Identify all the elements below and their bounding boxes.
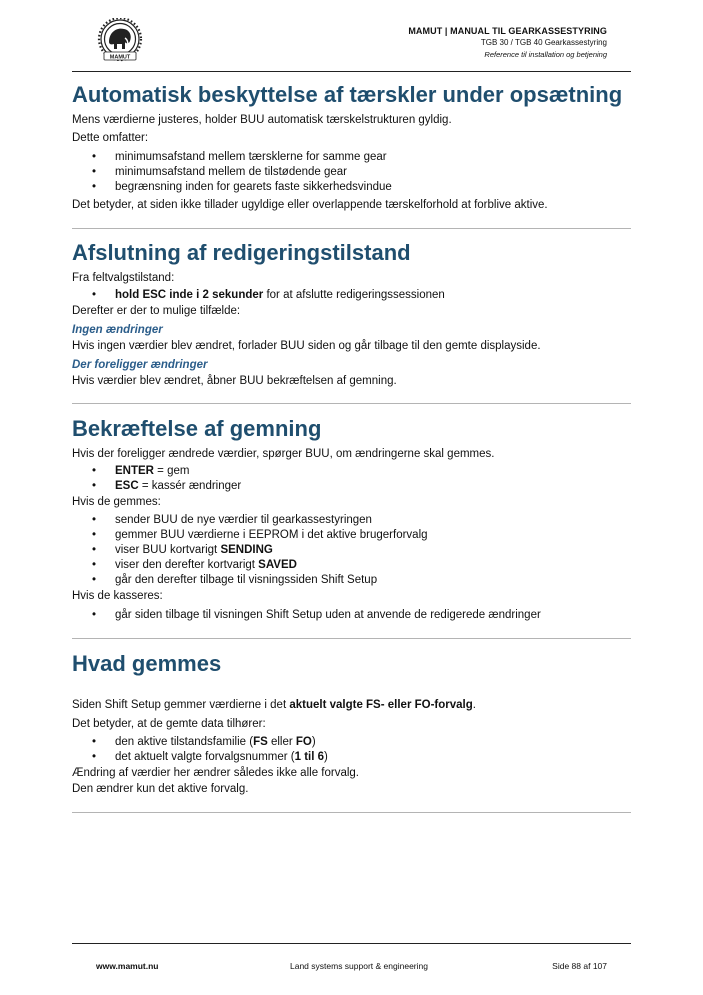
footer-tagline: Land systems support & engineering xyxy=(290,961,428,971)
document-header xyxy=(408,25,607,61)
bold-text: aktuelt valgte FS- eller FO-forvalg xyxy=(289,699,473,711)
list-item xyxy=(72,479,631,494)
list-item xyxy=(72,464,631,479)
text: for at afslutte redigeringssessionen xyxy=(263,289,445,301)
paragraph: Hvis værdier blev ændret, åbner BUU bekræftelsen af gemning. xyxy=(72,375,397,387)
list-item: • gemmer BUU værdierne i EEPROM i det aktive brugerforvalg xyxy=(72,528,631,543)
list-item: • begrænsning inden for gearets faste sikkerhedsvindue xyxy=(72,180,631,195)
list-item: • minimumsafstand mellem tærsklerne for samme gear xyxy=(72,150,631,165)
text: . xyxy=(472,699,476,711)
paragraph: Hvis de gemmes: xyxy=(72,496,161,508)
mamut-logo-icon xyxy=(95,18,145,62)
section-title-what-is-saved: Hvad gemmes xyxy=(72,651,222,676)
text: den aktive tilstandsfamilie ( xyxy=(115,736,254,748)
bold-text: ENTER xyxy=(115,465,154,477)
paragraph: Den ændrer kun det aktive forvalg. xyxy=(72,783,249,795)
list-item: • går den derefter tilbage til visningssiden Shift Setup xyxy=(72,573,631,588)
header-title: MAMUT | MANUAL TIL GEARKASSESTYRING xyxy=(408,26,607,36)
header-reference: Reference til installation og betjening xyxy=(484,50,607,59)
paragraph: Hvis de kasseres: xyxy=(72,590,163,602)
paragraph: Fra feltvalgstilstand: xyxy=(72,272,175,284)
list-item xyxy=(72,750,631,765)
text: ) xyxy=(324,751,328,763)
bold-text: SAVED xyxy=(258,559,297,571)
header-divider xyxy=(72,71,631,72)
list-item xyxy=(72,543,631,558)
paragraph: Ændring af værdier her ændrer således ikke alle forvalg. xyxy=(72,767,359,779)
text: viser den derefter kortvarigt xyxy=(115,559,259,571)
paragraph xyxy=(72,697,631,713)
section-title-exit-edit-mode: Afslutning af redigeringstilstand xyxy=(72,240,411,265)
logo-text: MAMUT xyxy=(109,54,131,61)
footer-website-link[interactable]: www.mamut.nu xyxy=(96,961,159,971)
list-item xyxy=(72,288,631,303)
text: = kassér ændringer xyxy=(138,480,242,492)
paragraph: Derefter er der to mulige tilfælde: xyxy=(72,305,241,317)
section-title-threshold-protection: Automatisk beskyttelse af tærskler under opsætning xyxy=(72,82,623,107)
text: ) xyxy=(311,736,316,748)
bullet-list xyxy=(72,735,631,765)
list-item: • sender BUU de nye værdier til gearkassestyringen xyxy=(72,513,631,528)
list-item: • går siden tilbage til visningen Shift Setup uden at anvende de redigerede ændringer xyxy=(72,608,631,623)
list-item xyxy=(72,735,631,750)
paragraph: Mens værdierne justeres, holder BUU automatisk tærskelstrukturen gyldig. xyxy=(72,114,452,126)
paragraph: Det betyder, at siden ikke tillader ugyldige eller overlappende tærskelforhold at forblive aktive. xyxy=(72,199,548,211)
text: eller xyxy=(267,736,296,748)
bullet-list xyxy=(72,608,631,623)
bold-text: FS xyxy=(253,736,268,748)
text: Siden Shift Setup gemmer værdierne i det xyxy=(72,699,290,711)
section-divider xyxy=(72,403,631,404)
section-divider xyxy=(72,638,631,639)
bold-text: 1 til 6 xyxy=(294,751,325,763)
bullet-list xyxy=(72,150,631,195)
list-item: • minimumsafstand mellem de tilstødende gear xyxy=(72,165,631,180)
footer-divider xyxy=(72,943,631,944)
list-item xyxy=(72,558,631,573)
text: det aktuelt valgte forvalgsnummer ( xyxy=(115,751,295,763)
paragraph: Dette omfatter: xyxy=(72,132,149,144)
bold-text: FO xyxy=(295,736,312,748)
section-title-save-confirmation: Bekræftelse af gemning xyxy=(72,416,322,441)
bullet-list xyxy=(72,513,631,588)
main-content xyxy=(72,80,631,813)
header-subtitle: TGB 30 / TGB 40 Gearkassestyring xyxy=(480,38,607,47)
subheading-no-changes: Ingen ændringer xyxy=(72,324,163,336)
section-divider xyxy=(72,812,631,813)
text: viser BUU kortvarigt xyxy=(115,544,221,556)
text: = gem xyxy=(153,465,190,477)
bullet-list xyxy=(72,464,631,494)
paragraph: Det betyder, at de gemte data tilhører: xyxy=(72,718,266,730)
bold-text: ESC xyxy=(115,480,139,492)
bullet-list xyxy=(72,288,631,303)
subheading-changes-present: Der foreligger ændringer xyxy=(72,359,208,371)
paragraph: Hvis ingen værdier blev ændret, forlader BUU siden og går tilbage til den gemte displayside. xyxy=(72,340,541,352)
bold-text: SENDING xyxy=(220,544,273,556)
paragraph: Hvis der foreligger ændrede værdier, spørger BUU, om ændringerne skal gemmes. xyxy=(72,448,495,460)
section-divider xyxy=(72,228,631,229)
bold-text: hold ESC inde i 2 sekunder xyxy=(115,289,264,301)
page-number: Side 88 af 107 xyxy=(552,961,607,971)
